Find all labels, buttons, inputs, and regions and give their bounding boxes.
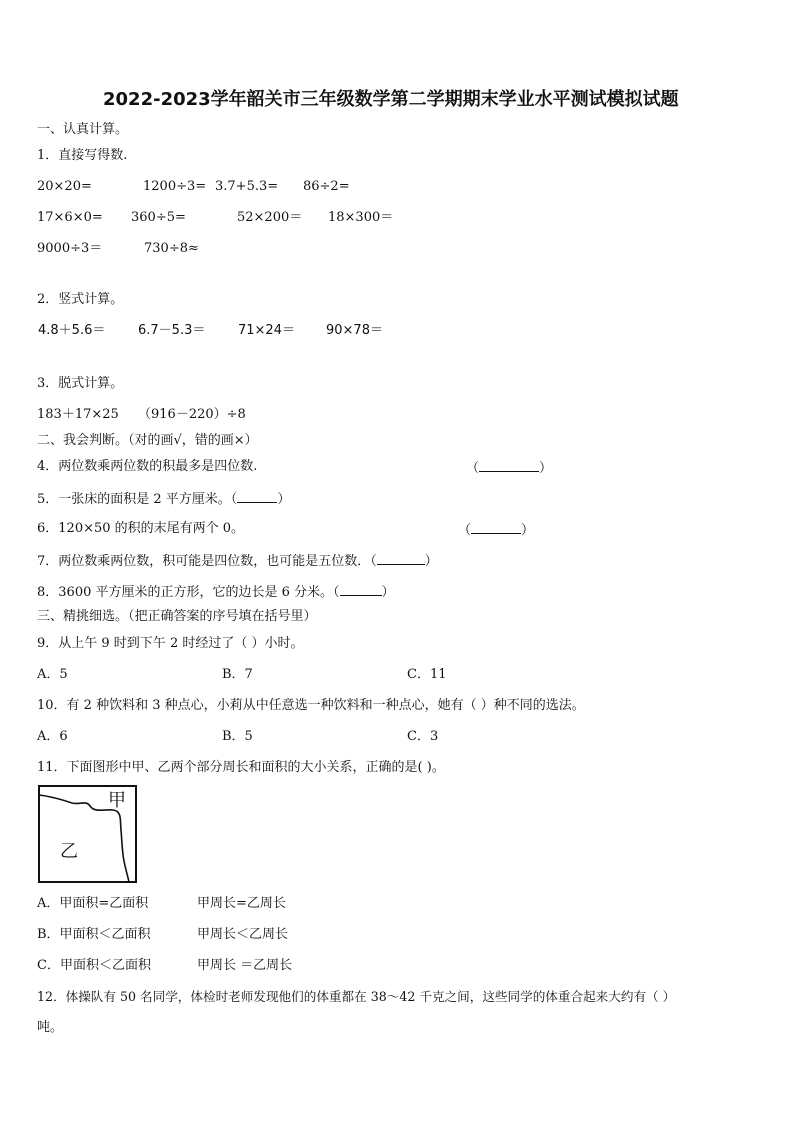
question-4: 4．两位数乘两位数的积最多是四位数. xyxy=(37,459,258,474)
paren-close: ） xyxy=(521,523,535,538)
q2-item-3: 71×24＝ xyxy=(238,323,295,338)
q9-option-b[interactable]: B．7 xyxy=(222,667,253,682)
q1-item-10: 730÷8≈ xyxy=(144,241,199,256)
q1-item-6: 360÷5= xyxy=(131,210,186,225)
q11-figure xyxy=(38,785,138,884)
paren-close: ） xyxy=(277,492,291,507)
question-4-answer[interactable] xyxy=(466,459,552,477)
q1-item-8: 18×300＝ xyxy=(328,210,394,225)
question-8 xyxy=(37,583,395,601)
q11-option-b-perimeter: 甲周长＜乙周长 xyxy=(197,927,289,942)
q1-item-5: 17×6×0= xyxy=(37,210,103,225)
question-10: 10．有 2 种饮料和 3 种点心，小莉从中任意选一种饮料和一种点心，她有（ ）种不同的选法。 xyxy=(37,698,585,713)
section-heading-1: 一、认真计算。 xyxy=(37,122,129,137)
q2-item-4: 90×78＝ xyxy=(326,323,383,338)
question-7-text: 7．两位数乘两位数，积可能是四位数，也可能是五位数．（ xyxy=(37,554,377,569)
question-12-line-2: 吨。 xyxy=(37,1020,64,1035)
q9-option-c[interactable]: C．11 xyxy=(407,667,447,682)
question-1-stem: 1．直接写得数. xyxy=(37,148,128,163)
q1-item-9: 9000÷3＝ xyxy=(37,241,103,256)
q11-option-a-perimeter: 甲周长=乙周长 xyxy=(197,896,286,911)
q11-option-b-area[interactable]: B．甲面积＜乙面积 xyxy=(37,927,151,942)
q9-option-a[interactable]: A．5 xyxy=(37,667,68,682)
section-heading-3: 三、精挑细选。（把正确答案的序号填在括号里） xyxy=(37,609,317,624)
q1-item-3: 3.7+5.3= xyxy=(215,179,279,194)
q11-option-c-perimeter: 甲周长 ＝乙周长 xyxy=(197,958,293,973)
answer-blank[interactable] xyxy=(471,521,521,534)
question-6: 6．120×50 的积的末尾有两个 0。 xyxy=(37,521,245,536)
q2-item-1: 4.8＋5.6＝ xyxy=(38,323,106,338)
answer-blank[interactable] xyxy=(377,552,425,565)
q3-item-2: （916－220）÷8 xyxy=(138,407,246,422)
q1-item-4: 86÷2= xyxy=(303,179,350,194)
figure-label-yi: 乙 xyxy=(60,841,78,862)
question-5-text: 5．一张床的面积是 2 平方厘米。（ xyxy=(37,492,238,507)
q11-option-a-area[interactable]: A．甲面积=乙面积 xyxy=(37,896,149,911)
question-11: 11．下面图形中甲、乙两个部分周长和面积的大小关系，正确的是( )。 xyxy=(37,760,445,775)
paren-close: ） xyxy=(381,585,395,600)
question-2-stem: 2．竖式计算。 xyxy=(37,292,124,307)
answer-blank[interactable] xyxy=(479,459,539,472)
q10-option-b[interactable]: B．5 xyxy=(222,729,253,744)
q10-option-a[interactable]: A．6 xyxy=(37,729,68,744)
q1-item-1: 20×20= xyxy=(37,179,92,194)
question-5 xyxy=(37,490,290,508)
q11-option-c-area[interactable]: C．甲面积＜乙面积 xyxy=(37,958,151,973)
question-8-text: 8．3600 平方厘米的正方形，它的边长是 6 分米。（ xyxy=(37,585,340,600)
paren-close: ） xyxy=(539,461,553,476)
paren-open: （ xyxy=(466,461,480,476)
paren-open: （ xyxy=(458,523,472,538)
question-3-stem: 3．脱式计算。 xyxy=(37,376,124,391)
q1-item-2: 1200÷3= xyxy=(143,179,207,194)
question-9: 9．从上午 9 时到下午 2 时经过了（ ）小时。 xyxy=(37,636,304,651)
answer-blank[interactable] xyxy=(340,583,382,596)
q1-item-7: 52×200＝ xyxy=(237,210,303,225)
q10-option-c[interactable]: C．3 xyxy=(407,729,439,744)
q3-item-1: 183＋17×25 xyxy=(37,407,119,422)
q11-figure-svg xyxy=(38,785,138,884)
question-12-line-1: 12．体操队有 50 名同学，体检时老师发现他们的体重都在 38～42 千克之间，这些同学的体重合起来大约有（ ） xyxy=(37,989,676,1004)
page-title: 2022-2023学年韶关市三年级数学第二学期期末学业水平测试模拟试题 xyxy=(103,89,679,110)
q2-item-2: 6.7－5.3＝ xyxy=(138,323,206,338)
paren-close: ） xyxy=(424,554,438,569)
question-6-answer[interactable] xyxy=(458,521,534,539)
figure-label-jia: 甲 xyxy=(108,790,126,811)
question-7 xyxy=(37,552,438,570)
section-heading-2: 二、我会判断。（对的画√，错的画×） xyxy=(37,433,258,448)
answer-blank[interactable] xyxy=(237,490,277,503)
